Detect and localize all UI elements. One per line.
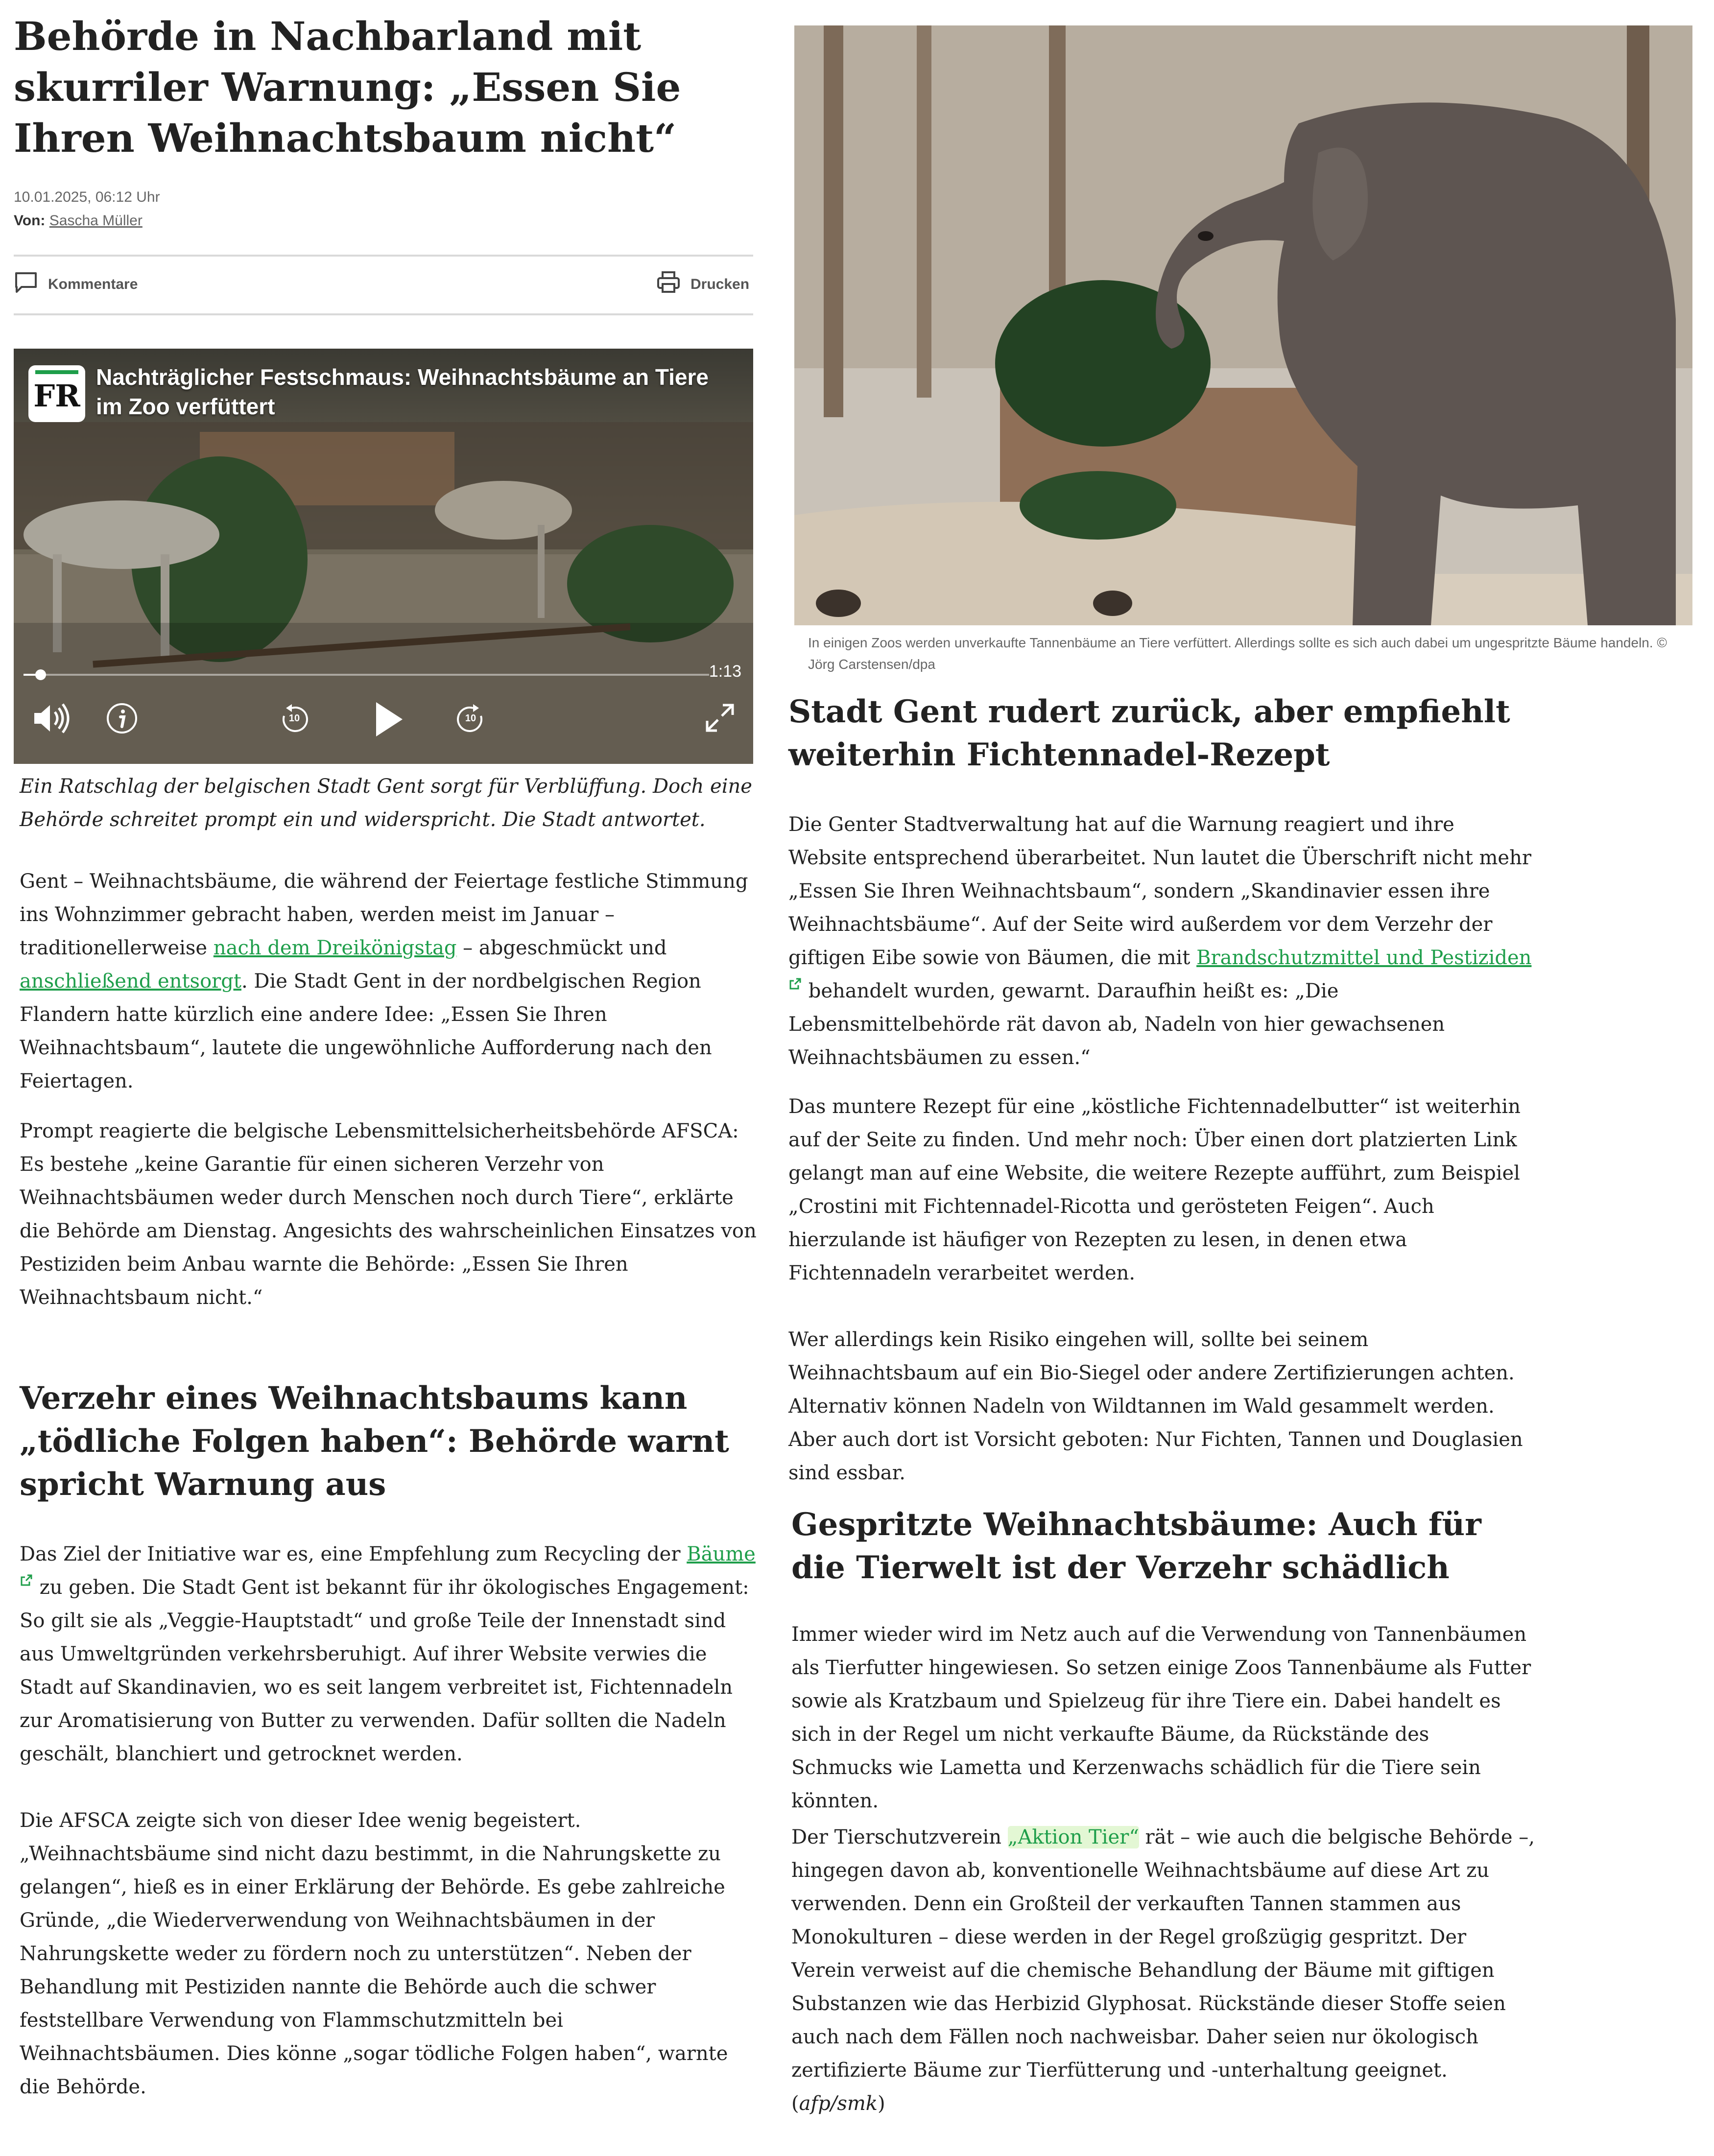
article-teaser: Ein Ratschlag der belgischen Stadt Gent sorgt für Verblüffung. Doch eine Behörde schreitet prompt ein und widerspricht. Die Stadt antwortet. [20, 775, 752, 831]
link-brandschutzmittel[interactable]: Brandschutzmittel und Pestiziden [1196, 947, 1532, 969]
link-aktion-tier[interactable]: „Aktion Tier“ [1007, 1826, 1139, 1848]
divider [14, 313, 753, 315]
video-duration: 1:13 [709, 662, 741, 681]
paragraph-text: rät – wie auch die belgische Behörde –, hingegen davon ab, konventionelle Weihnachtsbäume auf diese Art zu verwenden. Denn ein Großteil der verkauften Tannen stammen aus Monokulturen – diese werden in der Regel großzügig gespritzt. Der Verein verweist auf die chemische Behandlung der Bäume mit giftigen Substanzen wie das Herbizid Glyphosat. Rückstände dieser Stoffe seien auch nach dem Fällen noch nachweisbar. Daher seien nur ökologisch zertifizierte Bäume zur Tierfütterung und -unterhaltung geeignet. ( [791, 1826, 1535, 2115]
external-link-icon [788, 977, 802, 991]
print-button[interactable] [656, 270, 749, 299]
link-entsorgt[interactable]: anschließend entsorgt [20, 970, 241, 993]
paragraph-text: – abgeschmückt und [456, 937, 667, 959]
link-baeume[interactable]: Bäume [687, 1543, 756, 1565]
article-date: 10.01.2025, 06:12 Uhr [14, 189, 160, 205]
right-paragraph-3: Wer allerdings kein Risiko eingehen will, sollte bei seinem Weihnachtsbaum auf ein Bio-Siegel oder andere Zertifizierungen achten. Alternativ können Nadeln von Wildtannen im Wald gesammelt werden. Aber auch dort ist Vorsicht geboten: Nur Fichten, Tannen und Douglasien sind essbar. [788, 1328, 1523, 1484]
printer-icon [656, 270, 681, 299]
right-paragraph-2: Das muntere Rezept für eine „köstliche Fichtennadelbutter“ ist weiterhin auf der Seite zu finden. Und mehr noch: Über einen dort platzierten Link gelangt man auf eine Website, die weitere Rezepte aufführt, zum Beispiel „Crostini mit Fichtennadel-Ricotta und gerösteten Feigen“. Auch hierzulande ist häufiger von Rezepten zu lesen, in denen etwa Fichtennadeln verarbeitet werden. [788, 1095, 1521, 1284]
right-paragraph-1 [788, 808, 1533, 1074]
left-paragraph-1 [20, 865, 759, 1098]
paragraph-text: . Die Stadt Gent in der nordbelgischen Region Flandern hatte kürzlich eine andere Idee: „Essen Sie Ihren Weihnachtsbaum“, lautete die ungewöhnliche Aufforderung nach den Feiertagen. [20, 970, 712, 1092]
article-author [14, 213, 143, 229]
paragraph-text: Die Genter Stadtverwaltung hat auf die Warnung reagiert und ihre Website entsprechend überarbeitet. Nun lautet die Überschrift nicht mehr „Essen Sie Ihren Weihnachtsbaum“, sondern „Skandinavier essen ihre Weihnachtsbäume“. Auf der Seite wird außerdem vor dem Verzehr der giftigen Eibe sowie von Bäumen, die mit [788, 813, 1531, 969]
fullscreen-icon[interactable] [704, 702, 736, 734]
left-paragraph-2: Prompt reagierte die belgische Lebensmittelsicherheitsbehörde AFSCA: Es bestehe „keine Garantie für einen sicheren Verzehr von Weihnachtsbäumen weder durch Menschen noch durch Tiere“, erklärte die Behörde am Dienstag. Angesichts des wahrscheinlichen Einsatzes von Pestiziden beim Anbau warnte die Behörde: „Essen Sie Ihren Weihnachtsbaum nicht.“ [20, 1120, 757, 1309]
source-credit: afp/smk [799, 2092, 878, 2115]
play-button[interactable] [365, 697, 409, 741]
paragraph-text: behandelt wurden, gewarnt. Daraufhin heißt es: „Die Lebensmittelbehörde rät davon ab, Nadeln von hier gewachsenen Weihnachtsbäumen zu essen.“ [788, 980, 1445, 1069]
author-link[interactable]: Sascha Müller [49, 213, 143, 229]
external-link-icon [20, 1573, 33, 1587]
video-player[interactable] [14, 349, 753, 764]
divider [14, 255, 753, 257]
right-paragraph-5 [791, 1821, 1536, 2120]
section-heading-verzehr: Verzehr eines Weihnachtsbaums kann „tödliche Folgen haben“: Behörde warnt spricht Warnung aus [20, 1380, 729, 1503]
comments-button[interactable] [14, 270, 138, 299]
info-icon[interactable] [106, 702, 138, 734]
elephant-illustration [794, 25, 1692, 625]
article-headline: Behörde in Nachbarland mit skurriler Warnung: „Essen Sie Ihren Weihnachtsbaum nicht“ [14, 13, 681, 161]
rewind-seconds: 10 [288, 713, 300, 724]
right-paragraph-4: Immer wieder wird im Netz auch auf die Verwendung von Tannenbäumen als Tierfutter hingewiesen. So setzen einige Zoos Tannenbäume als Futter sowie als Kratzbaum und Spielzeug für ihre Tiere ein. Dabei handelt es sich in der Regel um nicht verkaufte Bäume, da Rückstände des Schmucks wie Lametta und Kerzenwachs schädlich für die Tiere sein könnten. [791, 1623, 1531, 1812]
left-paragraph-3 [20, 1538, 759, 1771]
left-paragraph-4: Die AFSCA zeigte sich von dieser Idee wenig begeistert. „Weihnachtsbäume sind nicht dazu bestimmt, in die Nahrungskette zu gelangen“, hieß es in einer Erklärung der Behörde. Es gebe zahlreiche Gründe, „die Wiederverwendung von Weihnachtsbäumen in der Nahrungskette weder zu fördern noch zu unterstützen“. Neben der Behandlung mit Pestiziden nannte die Behörde auch die schwer feststellbare Verwendung von Flammschutzmitteln bei Weihnachtsbäumen. Dies könne „sogar tödliche Folgen haben“, warnte die Behörde. [20, 1809, 728, 2098]
photo-caption: In einigen Zoos werden unverkaufte Tannenbäume an Tiere verfüttert. Allerdings sollte es sich auch dabei um ungespritzte Bäume handeln. © Jörg Carstensen/dpa [808, 635, 1667, 672]
rewind-10-button[interactable] [277, 702, 311, 736]
comment-icon [14, 270, 38, 299]
paragraph-text: Der Tierschutzverein [791, 1826, 1008, 1848]
fr-logo [28, 365, 85, 422]
fr-logo-text: FR [33, 378, 80, 414]
section-heading-gespritzt: Gespritzte Weihnachtsbäume: Auch für die Tierwelt ist der Verzehr schädlich [791, 1506, 1481, 1586]
author-label: Von: [14, 213, 46, 229]
forward-seconds: 10 [465, 713, 476, 724]
volume-icon[interactable] [32, 701, 71, 735]
paragraph-text: zu geben. Die Stadt Gent ist bekannt für ihr ökologisches Engagement: So gilt sie als „Veggie-Hauptstadt“ und große Teile der Innenstadt sind aus Umweltgründen verkehrsberuhigt. Auf ihrer Website verwies die Stadt auf Skandinavien, wo es seit langem verbreitet ist, Fichtennadeln zur Aromatisierung von Butter zu verwenden. Dafür sollten die Nadeln geschält, blanchiert und getrocknet werden. [20, 1576, 749, 1765]
elephant-photo [794, 25, 1692, 625]
forward-10-button[interactable] [453, 702, 488, 736]
section-heading-gent: Stadt Gent rudert zurück, aber empfiehlt weiterhin Fichtennadel-Rezept [788, 693, 1510, 773]
paragraph-text: Gent – Weihnachtsbäume, die während der Feiertage festliche Stimmung ins Wohnzimmer gebracht haben, werden meist im Januar – traditionellerweise [20, 870, 748, 959]
video-title: Nachträglicher Festschmaus: Weihnachtsbäume an Tiere im Zoo verfüttert [96, 364, 709, 419]
paragraph-text: ) [878, 2092, 885, 2115]
print-label: Drucken [690, 276, 750, 292]
comments-label: Kommentare [48, 276, 138, 292]
paragraph-text: Das Ziel der Initiative war es, eine Empfehlung zum Recycling der [20, 1543, 687, 1565]
video-progress-bar[interactable] [24, 674, 709, 676]
video-progress-handle[interactable] [35, 669, 46, 680]
link-dreikoenigstag[interactable]: nach dem Dreikönigstag [213, 937, 457, 959]
